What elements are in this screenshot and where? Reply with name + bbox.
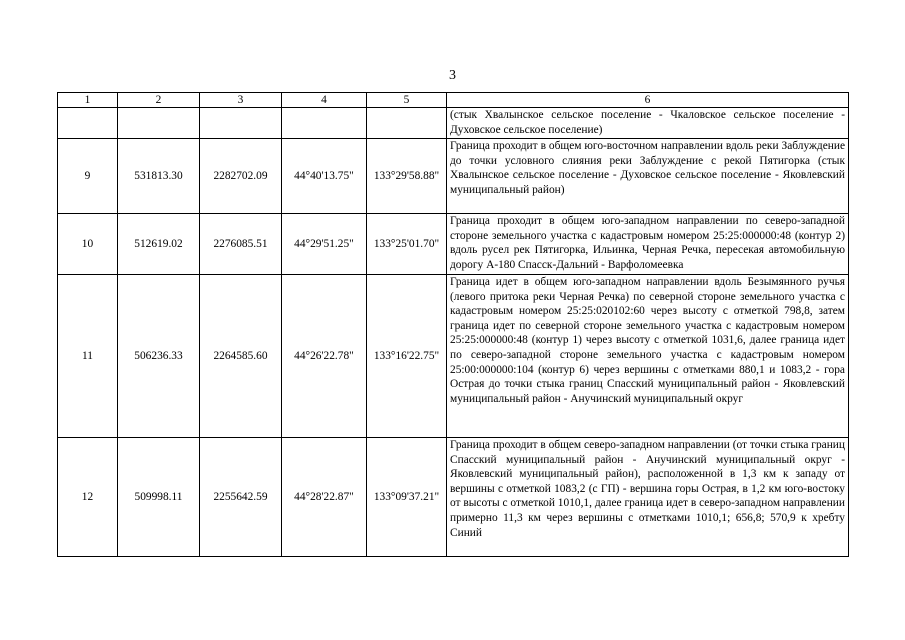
x-cell: 531813.30 [118,139,200,214]
point-number-cell: 10 [58,214,118,275]
page-number: 3 [449,68,456,83]
description-cell: Граница проходит в общем северо-западном направлении (от точки стыка границ Спасский муниципальный район - Анучинский муниципальный округ - Яковлевский муниципальный район), расположенной в 1,3 км к западу от вершины с отметкой 1083,2 (с ГП) - вершина горы Острая, в 1,2 км юго-востоку от высоты с отметкой 1010,1, далее граница идет в северо-западном направлении примерно 11,3 км через вершины с отметками 1010,1; 656,8; 570,9 к хребту Синий [447,438,849,557]
longitude-cell [367,108,447,139]
point-number-cell [58,108,118,139]
description-cell: Граница проходит в общем юго-западном направлении по северо-западной стороне земельного участка с кадастровым номером 25:25:000000:48 (контур 2) вдоль русел рек Пятигорка, Ильинка, Черная Речка, пересекая автомобильную дорогу А-180 Спасск-Дальний - Варфоломеевка [447,214,849,275]
x-cell [118,108,200,139]
latitude-cell [282,108,367,139]
description-cell: (стык Хвалынское сельское поселение - Чкаловское сельское поселение - Духовское сельское поселение) [447,108,849,139]
boundary-points-table [57,92,849,557]
column-header: 6 [447,93,849,108]
point-number-cell: 9 [58,139,118,214]
description-cell: Граница идет в общем юго-западном направлении вдоль Безымянного ручья (левого притока реки Черная Речка) по северной стороне земельного участка с кадастровым номером 25:25:020102:60 через высоту с отметкой 798,8, затем граница идет по северной стороне земельного участка с кадастровым номером 25:25:000000:48 (контур 1) через высоту с отметкой 1031,6, далее граница идет по северо-западной стороне земельного участка с кадастровым номером 25:00:000000:104 (контур 6) через вершины с отметками 880,1 и 1083,2 - гора Острая до точки стыка границ Спасский муниципальный район - Яковлевский муниципальный район - Анучинский муниципальный округ [447,275,849,438]
column-header: 4 [282,93,367,108]
column-header: 5 [367,93,447,108]
point-number-cell: 11 [58,275,118,438]
longitude-cell: 133°09'37.21" [367,438,447,557]
y-cell: 2282702.09 [200,139,282,214]
longitude-cell: 133°25'01.70" [367,214,447,275]
latitude-cell: 44°40'13.75" [282,139,367,214]
y-cell: 2255642.59 [200,438,282,557]
table-header-row [58,93,849,108]
latitude-cell: 44°29'51.25" [282,214,367,275]
x-cell: 512619.02 [118,214,200,275]
column-header: 1 [58,93,118,108]
y-cell [200,108,282,139]
table-row [58,108,849,139]
y-cell: 2264585.60 [200,275,282,438]
longitude-cell: 133°29'58.88" [367,139,447,214]
longitude-cell: 133°16'22.75" [367,275,447,438]
x-cell: 509998.11 [118,438,200,557]
x-cell: 506236.33 [118,275,200,438]
point-number-cell: 12 [58,438,118,557]
column-header: 2 [118,93,200,108]
latitude-cell: 44°26'22.78" [282,275,367,438]
latitude-cell: 44°28'22.87" [282,438,367,557]
column-header: 3 [200,93,282,108]
y-cell: 2276085.51 [200,214,282,275]
description-cell: Граница проходит в общем юго-восточном направлении вдоль реки Заблуждение до точки условного слияния реки Заблуждение с рекой Пятигорка (стык Хвалынское сельское поселение - Духовское сельское поселение - Яковлевский муниципальный район) [447,139,849,214]
